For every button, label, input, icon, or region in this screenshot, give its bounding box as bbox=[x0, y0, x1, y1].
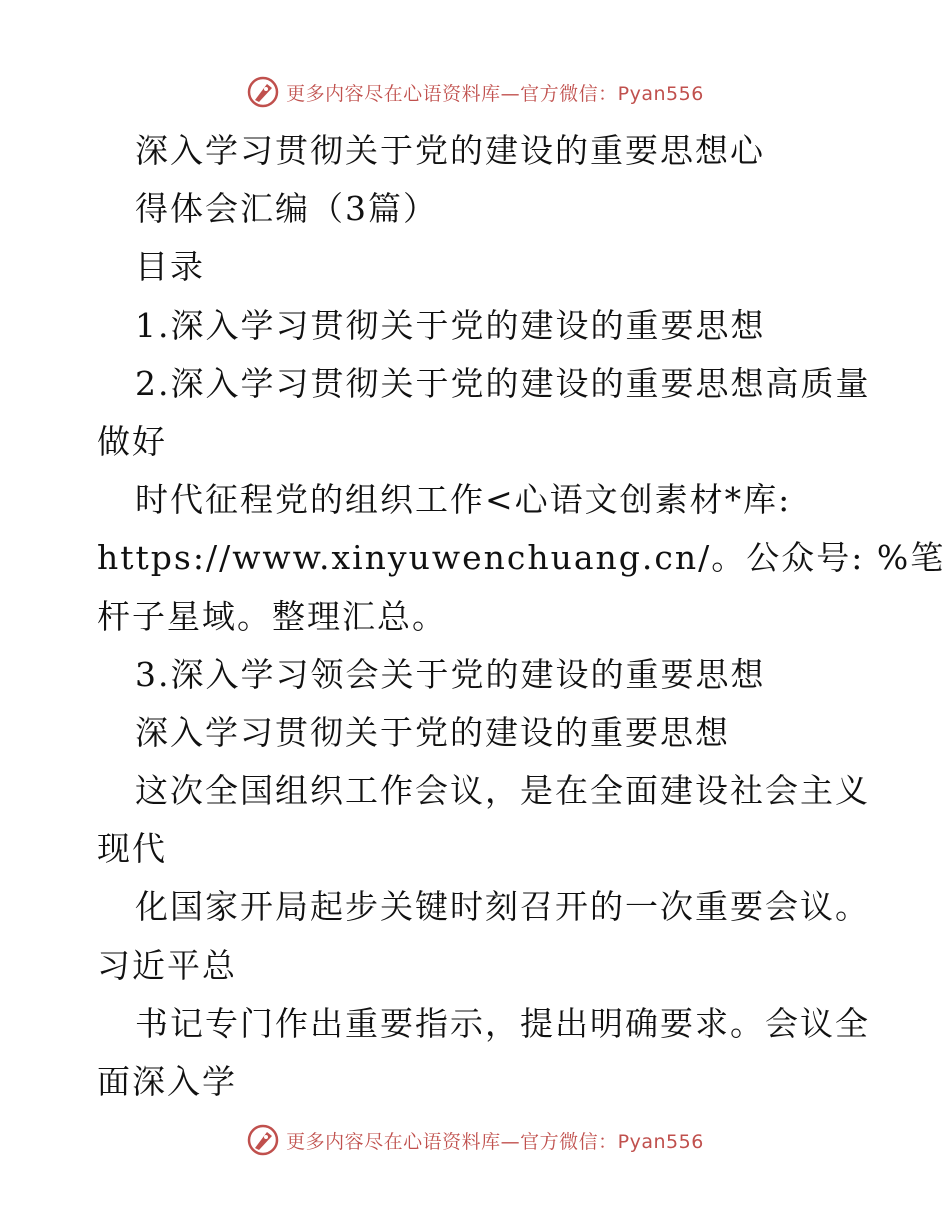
footer-banner-text: 更多内容尽在心语资料库—官方微信：Pyan556 bbox=[286, 1130, 704, 1153]
paragraph-line: 面深入学 bbox=[97, 1062, 237, 1101]
header-banner-text: 更多内容尽在心语资料库—官方微信：Pyan556 bbox=[286, 82, 704, 105]
section-heading: 深入学习贯彻关于党的建设的重要思想 bbox=[135, 712, 730, 752]
toc-item-3: 3.深入学习领会关于党的建设的重要思想 bbox=[135, 654, 766, 694]
footer-banner bbox=[0, 1120, 950, 1160]
paragraph-line: 习近平总 bbox=[97, 945, 237, 985]
paragraph-line: 书记专门作出重要指示，提出明确要求。会议全 bbox=[135, 1003, 870, 1043]
pen-nib-logo-icon bbox=[246, 75, 280, 109]
toc-item-2-cont: 做好 bbox=[97, 421, 167, 461]
toc-heading: 目录 bbox=[135, 247, 205, 287]
text-line: 杆子星域。整理汇总。 bbox=[97, 596, 447, 636]
text-line: 时代征程党的组织工作<心语文创素材*库: bbox=[135, 480, 792, 520]
title-line-2: 得体会汇编（3篇） bbox=[135, 189, 438, 229]
header-banner bbox=[0, 72, 950, 112]
paragraph-line: 这次全国组织工作会议，是在全面建设社会主义 bbox=[135, 771, 870, 811]
pen-nib-logo-icon bbox=[246, 1123, 280, 1157]
paragraph-line: 化国家开局起步关键时刻召开的一次重要会议。 bbox=[135, 887, 870, 927]
text-line: https://www.xinyuwenchuang.cn/。公众号: %笔 bbox=[97, 538, 946, 578]
toc-item-1: 1.深入学习贯彻关于党的建设的重要思想 bbox=[135, 305, 766, 345]
toc-item-2: 2.深入学习贯彻关于党的建设的重要思想高质量 bbox=[135, 363, 871, 403]
title-line-1: 深入学习贯彻关于党的建设的重要思想心 bbox=[135, 131, 765, 170]
document-body bbox=[97, 122, 946, 1111]
paragraph-line: 现代 bbox=[97, 829, 167, 869]
